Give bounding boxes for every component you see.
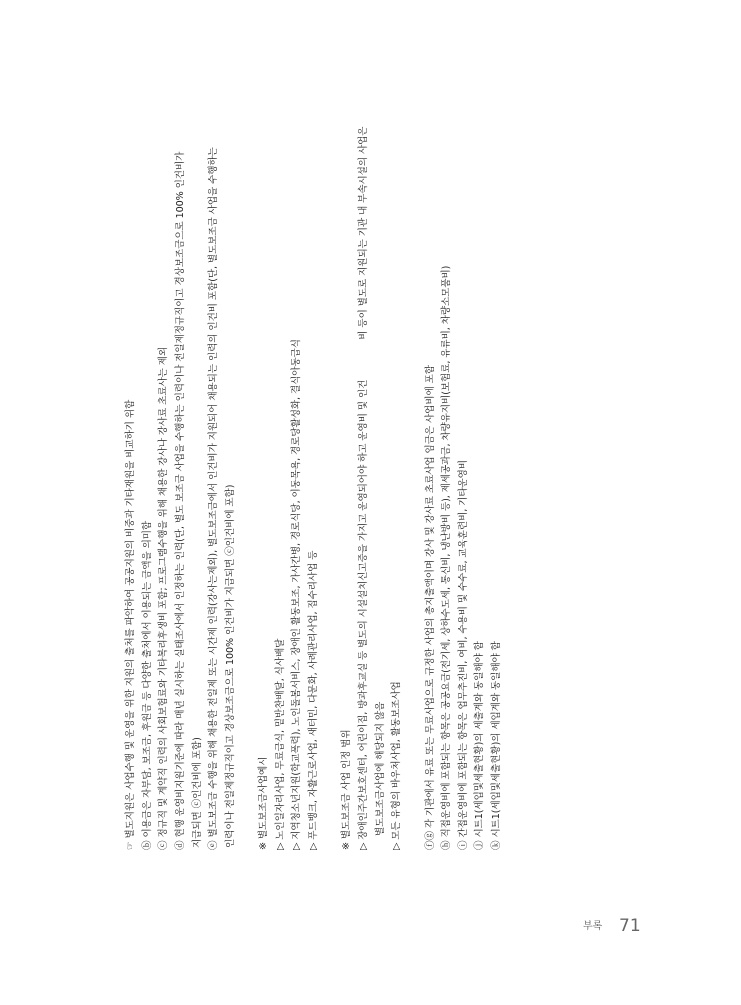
scope-item-continuation: 별도보조금사업에 해당되지 않음 (374, 701, 386, 836)
intro-note-line: ☞ 별도지원은 사업수행 및 운영을 위한 지원의 출처를 파악하여 공공지원의 비중과 기타재원을 비교하기 위함 (125, 399, 136, 850)
examples-heading: ※ 별도보조금사업예시 (258, 756, 270, 850)
scope-item (356, 110, 373, 850)
spacer (239, 110, 256, 850)
footnote-line: ⓚ 시트1(세입및세출현황)의 세입계와 동일해야 함 (491, 641, 503, 850)
note-line: ⓓ 현행 운영비지원기준에 따라 매년 실시하는 실태조사에서 인정하는 인력(단, 별도 보조금 사업을 수행하는 인력이나 전일제정규직이고 경상보조금으로 100% 인건비가 (174, 151, 186, 850)
footnote-line: ⓙ 시트1(세입및세출현황)의 세출계와 동일해야 함 (474, 641, 486, 850)
note-line: ⓑ 이용금은 자부담, 보조금, 후원금 등 다양한 출처에서 이용되는 금액을 의미함 (141, 520, 153, 850)
page-number: 71 (619, 916, 641, 936)
example-item: ▷ 노인일자리사업, 무료급식, 밑반찬배달, 식사배달 (274, 638, 286, 850)
footnote-line: ⓘ 간접운영비에 포함되는 항목은 업무추진비, 여비, 수용비 및 수수료, 교육훈련비, 기타운영비 (457, 460, 469, 850)
note-continuation-line: 인력이나 전일제정규직이고 경상보조금으로 100% 인건비가 지급되면 ⓒ인건비에 포함) (224, 484, 236, 848)
scope-item-text-part2: 비 등이 별도로 지원되는 기관 내 부속시설의 사업은 (357, 126, 369, 340)
note-continuation-line: 지급되면 ⓒ인건비에 포함) (191, 737, 203, 848)
spacer (323, 110, 340, 850)
scope-item: ▷ 모든 유형의 바우처사업, 활동보조사업 (391, 681, 403, 850)
example-item: ▷ 푸드뱅크, 자활근로사업, 새터민, 다문화, 사례관리사업, 집수리사업 등 (308, 550, 320, 850)
example-item: ▷ 지역청소년지원(학교폭력), 노인돌봄서비스, 장애인 활동보조, 가사간병, 경로식당, 이동목욕, 경로당활성화, 결식아동급식 (291, 339, 303, 850)
note-line: ⓔ 별도보조금 수행을 위해 채용한 전일제 또는 시간제 인력(강사는제외), 별도보조금에서 인건비가 지원되어 채용되는 인력의 인건비 포함(단, 별도보조금 사업을 수행하는 (208, 147, 220, 850)
rotated-notes-block (123, 110, 507, 850)
spacer (406, 110, 423, 850)
scope-item-text-part1: ▷ 장애인주간보호센터, 어린이집, 방과후교실 등 별도의 시설설치신고증을 가지고 운영되어야 하고 운영비 및 인건 (357, 379, 369, 850)
footnote-line: ⓕⓖ 각 기관에서 유료 또는 무료사업으로 규정한 사업의 총지출액이며 강사 및 강사료 초료사업 임금은 사업비에 포함 (424, 365, 436, 850)
note-line: ⓒ 정규직 및 계약직 인력의 사회보험료와 기타복리후생비 포함; 프로그램수행을 위해 채용한 강사나 강사료 초료사는 제외 (158, 346, 170, 850)
footnote-line: ⓗ 직접운영비에 포함되는 항목은 공공요금(전기세, 상하수도세, 통신비, 냉난방비 등), 제세공과금, 차량유지비(보험료, 유류비, 차량소모품비) (441, 265, 453, 850)
scope-heading: ※ 별도보조금 사업 인정 범위 (341, 729, 353, 850)
footer-section-label: 부록 (583, 921, 603, 932)
